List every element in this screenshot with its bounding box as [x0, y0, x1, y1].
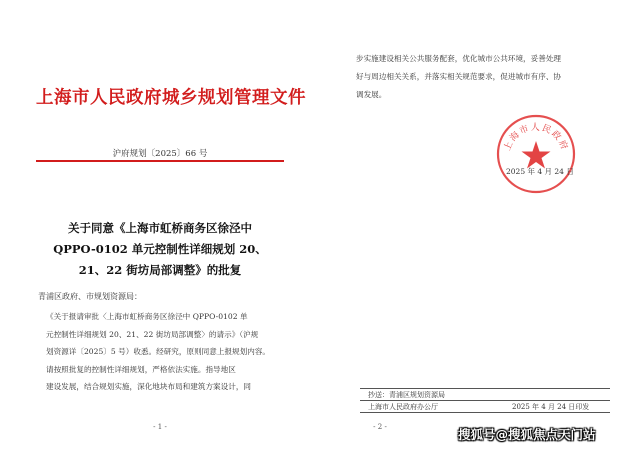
footer-rule: [360, 388, 610, 389]
body-line: 《关于报请审批〈上海市虹桥商务区徐泾中 QPPO-0102 单: [46, 312, 248, 321]
addressee: 青浦区政府、市规划资源局：: [38, 292, 142, 301]
body-text-continued: [356, 50, 606, 104]
page-number: - 2 -: [373, 423, 387, 431]
svg-text:上海市人民政府: 上海市人民政府: [502, 123, 570, 153]
document-number: 沪府规划〔2025〕66 号: [112, 149, 208, 159]
page-number: - 1 -: [153, 423, 167, 431]
red-letterhead: 上海市人民政府城乡规划管理文件: [36, 88, 306, 108]
body-line: 元控制性详细规划 20、21、22 街坊局部调整〉的请示》（沪规: [46, 329, 259, 339]
body-line: 划资源详〔2025〕5 号）收悉。经研究，原则同意上报规划内容。: [46, 347, 271, 356]
body-line: 建设发展，结合规划实施，深化地块布局和建筑方案设计，同: [46, 382, 252, 391]
cc-recipients: 抄送：青浦区规划资源局: [368, 391, 445, 399]
body-text: [46, 308, 286, 396]
body-line: 请按照批复的控制性详细规划，严格依法实施。指导地区: [46, 364, 236, 374]
footer-rule: [360, 412, 610, 413]
document-title: [40, 218, 280, 281]
title-line: 关于同意《上海市虹桥商务区徐泾中: [68, 221, 252, 235]
title-line: 21、22 街坊局部调整》的批复: [78, 263, 242, 277]
red-divider-line: [36, 160, 284, 162]
official-seal-icon: [495, 113, 577, 195]
footer-rule: [360, 400, 610, 401]
issue-date: 2025 年 4 月 24 日: [506, 167, 574, 176]
body-line: 好与周边相关关系，并落实相关规范要求，促进城市有序、协: [356, 72, 562, 81]
watermark: 搜狐号@搜狐焦点天门站: [458, 427, 596, 442]
issuing-office: 上海市人民政府办公厅: [368, 403, 438, 411]
body-line: 调发展。: [356, 90, 387, 99]
title-line: QPPO-0102 单元控制性详细规划 20、: [53, 242, 267, 256]
body-line: 步实施建设相关公共服务配套，优化城市公共环境，妥善处理: [356, 54, 562, 63]
print-date: 2025 年 4 月 24 日印发: [512, 403, 590, 411]
